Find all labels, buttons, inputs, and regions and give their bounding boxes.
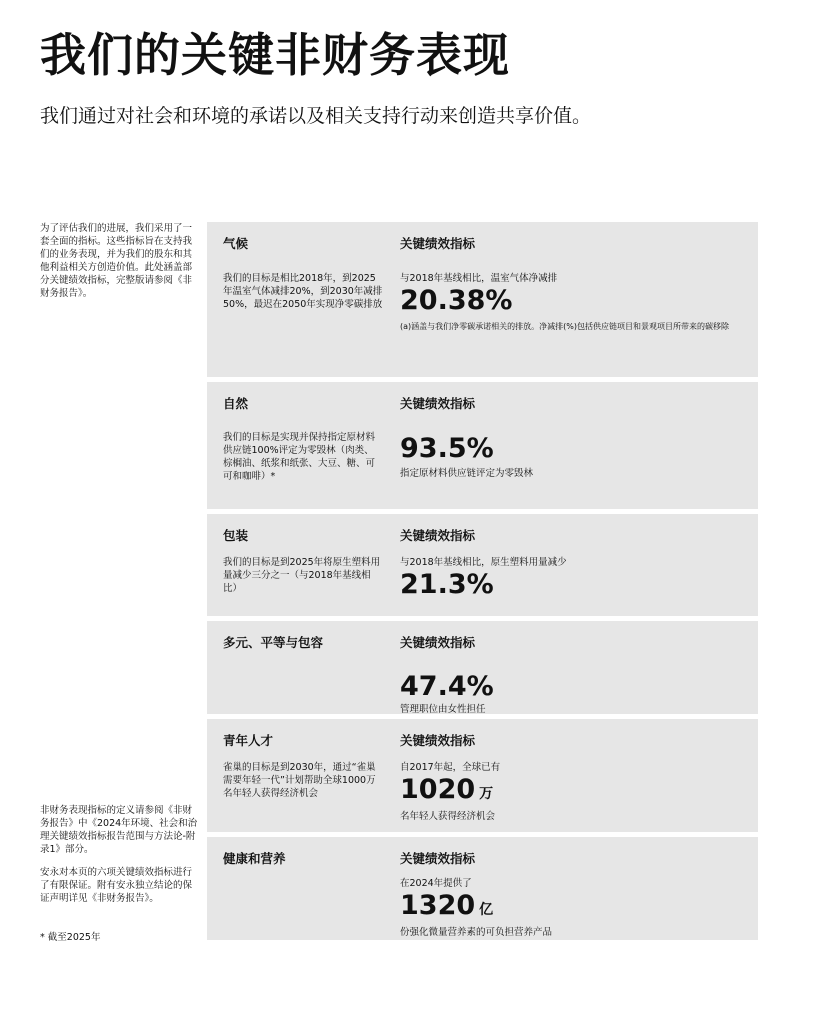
kpi-value: 93.5%: [400, 433, 494, 464]
kpi-value-row: [400, 774, 745, 810]
card-title: 健康和营养: [223, 851, 286, 866]
definition-note: 非财务表现指标的定义请参阅《非财务报告》中《2024年环境、社会和治理关键绩效指标报告范围与方法论-附录1》部分。: [40, 805, 198, 855]
kpi-value: 20.38%: [400, 285, 513, 316]
kpi-header: 关键绩效指标: [400, 396, 476, 411]
page-subtitle: 我们通过对社会和环境的承诺以及相关支持行动来创造共享价值。: [40, 105, 592, 127]
kpi-header: 关键绩效指标: [400, 851, 476, 866]
kpi-value: 1020: [400, 774, 476, 805]
intro-note: 为了评估我们的进展，我们采用了一套全面的指标。这些指标旨在支持我们的业务表现，并为我们的股东和其他利益相关方创造价值。此处涵盖部分关键绩效指标，完整版请参阅《非财务报告》。: [40, 223, 193, 299]
kpi-caption: 管理职位由女性担任: [400, 704, 486, 715]
kpi-context: 与2018年基线相比，温室气体净减排: [400, 273, 558, 284]
kpi-caption: 份强化微量营养素的可负担营养产品: [400, 927, 553, 938]
kpi-value: 21.3%: [400, 569, 494, 600]
kpi-caption: 名年轻人获得经济机会: [400, 811, 496, 822]
kpi-value-row: [400, 890, 745, 926]
card-left: [223, 527, 383, 595]
card-left: [223, 634, 383, 652]
footnote: * 截至2025年: [40, 932, 101, 943]
card-left: [223, 235, 383, 311]
card-description: 雀巢的目标是到2030年，通过“雀巢需要年轻一代”计划帮助全球1000万名年轻人获得经济机会: [223, 762, 376, 799]
card-nature: [207, 382, 758, 509]
kpi-value: 47.4%: [400, 671, 494, 702]
card-kpi: [400, 527, 745, 601]
card-description: 我们的目标是相比2018年，到2025年温室气体减排20%，到2030年减排50%，最迟在2050年实现净零碳排放: [223, 273, 383, 310]
kpi-footnote: (a)涵盖与我们净零碳承诺相关的排放。净减排(%)包括供应链项目和景观项目所带来的碳移除: [400, 322, 729, 331]
card-title: 多元、平等与包容: [223, 635, 324, 650]
card-kpi: [400, 395, 745, 480]
kpi-header: 关键绩效指标: [400, 635, 476, 650]
card-left: [223, 395, 383, 483]
kpi-header: 关键绩效指标: [400, 236, 476, 251]
card-title: 自然: [223, 396, 249, 411]
card-diversity: [207, 621, 758, 714]
kpi-context: 自2017年起，全球已有: [400, 762, 501, 773]
card-climate: [207, 222, 758, 377]
card-description: 我们的目标是实现并保持指定原材料供应链100%评定为零毁林（肉类、棕榈油、纸浆和纸张、大豆、糖、可可和咖啡）*: [223, 432, 376, 482]
kpi-context: 在2024年提供了: [400, 878, 472, 889]
card-youth: [207, 719, 758, 832]
card-kpi: [400, 235, 745, 332]
card-packaging: [207, 514, 758, 616]
card-title: 气候: [223, 236, 249, 251]
card-description: 我们的目标是到2025年将原生塑料用量减少三分之一（与2018年基线相比）: [223, 557, 381, 594]
kpi-header: 关键绩效指标: [400, 733, 476, 748]
kpi-value: 1320: [400, 890, 476, 921]
card-health: [207, 837, 758, 940]
card-left: [223, 850, 383, 868]
assurance-note: 安永对本页的六项关键绩效指标进行了有限保证。附有安永独立结论的保证声明详见《非财务报告》。: [40, 867, 193, 904]
card-kpi: [400, 850, 745, 939]
card-kpi: [400, 634, 745, 716]
card-title: 包装: [223, 528, 249, 543]
kpi-header: 关键绩效指标: [400, 528, 476, 543]
kpi-unit: 亿: [479, 902, 494, 918]
card-left: [223, 732, 383, 800]
kpi-unit: 万: [479, 786, 494, 802]
card-kpi: [400, 732, 745, 823]
kpi-context: 与2018年基线相比，原生塑料用量减少: [400, 557, 567, 568]
page-title: 我们的关键非财务表现: [40, 28, 510, 82]
kpi-caption: 指定原材料供应链评定为零毁林: [400, 468, 534, 479]
card-title: 青年人才: [223, 733, 274, 748]
